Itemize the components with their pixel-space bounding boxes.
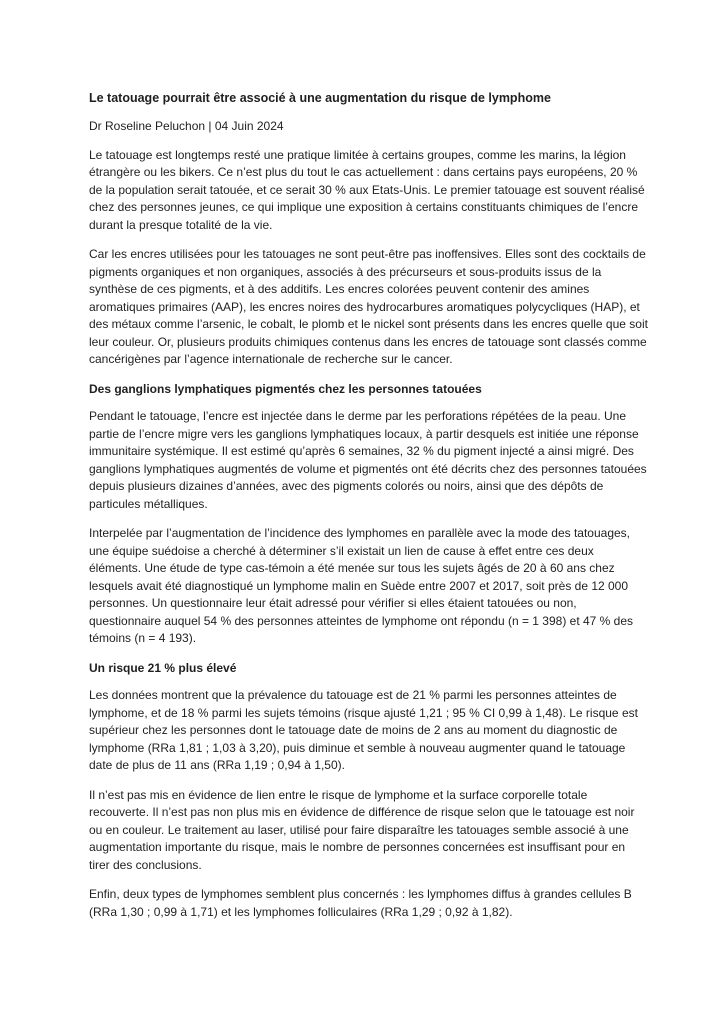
paragraph: Enfin, deux types de lymphomes semblent plus concernés : les lymphomes diffus à grandes cellules B (RRa 1,30 ; 0,99 à 1,71) et les lymphomes folliculaires (RRa 1,29 ; 0,92 à 1,82). (89, 887, 632, 919)
article (89, 89, 649, 933)
paragraph: Car les encres utilisées pour les tatouages ne sont peut-être pas inoffensives. Elles sont des cocktails de pigments organiques et non organiques, associés à des précurseurs et sous-produits issus de la synthèse de ces pigments, et à des additifs. Les encres colorées peuvent contenir des amines aromatiques primaires (AAP), les encres noires des hydrocarbures aromatiques polycycliques (HAP), et des métaux comme l’arsenic, le cobalt, le plomb et le nickel sont présents dans les encres quelle que soit leur couleur. Or, plusieurs produits chimiques contenus dans les encres de tatouage sont classés comme cancérigènes par l’agence internationale de recherche sur le cancer. (89, 247, 648, 366)
paragraph: Pendant le tatouage, l’encre est injectée dans le derme par les perforations répétées de la peau. Une partie de l’encre migre vers les ganglions lymphatiques locaux, à partir desquels est initiée une réponse immunitaire systémique. Il est estimé qu’après 6 semaines, 32 % du pigment injecté a ainsi migré. Des ganglions lymphatiques augmentés de volume et pigmentés ont été décrits chez des personnes tatouées depuis plusieurs dizaines d’années, avec des pigments colorés ou noirs, ainsi que des dépôts de particules métalliques. (89, 409, 647, 511)
paragraph: Il n’est pas mis en évidence de lien entre le risque de lymphome et la surface corporelle totale recouverte. Il n’est pas non plus mis en évidence de différence de risque selon que le tatouage est noir ou en couleur. Le traitement au laser, utilisé pour faire disparaître les tatouages semble associé à une augmentation importante du risque, mais le nombre de personnes concernées est insuffisant pour en tirer des conclusions. (89, 787, 635, 872)
paragraph: Le tatouage est longtemps resté une pratique limitée à certains groupes, comme les marins, la légion étrangère ou les bikers. Ce n’est plus du tout le cas actuellement : dans certains pays européens, 20 % de la population serait tatouée, et ce serait 30 % aux Etats-Unis. Le premier tatouage est souvent réalisé chez des personnes jeunes, ce qui implique une exposition à certains constituants chimiques de l’encre durant la presque totalité de la vie. (89, 147, 645, 232)
article-title: Le tatouage pourrait être associé à une augmentation du risque de lymphome (89, 91, 551, 105)
paragraph: Les données montrent que la prévalence du tatouage est de 21 % parmi les personnes atteintes de lymphome, et de 18 % parmi les sujets témoins (risque ajusté 1,21 ; 95 % CI 0,99 à 1,48). Le risque est supérieur chez les personnes dont le tatouage date de moins de 2 ans au moment du diagnostic de lymphome (RRa 1,81 ; 1,03 à 3,20), puis diminue et semble à nouveau augmenter quand le tatouage date de plus de 11 ans (RRa 1,19 ; 0,94 à 1,50). (89, 688, 638, 772)
section-heading: Des ganglions lymphatiques pigmentés chez les personnes tatouées (89, 381, 482, 396)
section-heading: Un risque 21 % plus élevé (89, 660, 237, 675)
paragraph: Interpelée par l’augmentation de l’incidence des lymphomes en parallèle avec la mode des tatouages, une équipe suédoise a cherché à déterminer s’il existait un lien de cause à effet entre ces deux éléments. Une étude de type cas-témoin a été menée sur tous les sujets âgés de 20 à 60 ans chez lesquels avait été diagnostiqué un lymphome malin en Suède entre 2007 et 2017, soit près de 12 000 personnes. Un questionnaire leur était adressé pour vérifier si elles étaient tatouées ou non, questionnaire auquel 54 % des personnes atteintes de lymphome ont répondu (n = 1 398) et 47 % des témoins (n = 4 193). (89, 526, 634, 645)
article-byline: Dr Roseline Peluchon | 04 Juin 2024 (89, 119, 284, 133)
